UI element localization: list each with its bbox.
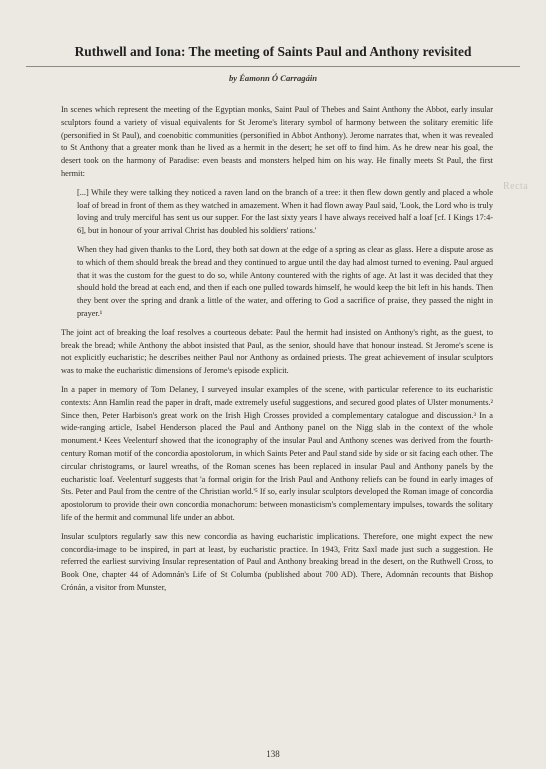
paragraph-saxl: Insular sculptors regularly saw this new concordia as having eucharistic implications. Therefore, one might expect the new concordia-image to be inspired, in part at least, by eucharistic practice. In 1943, Fritz Saxl made just such a suggestion. He referred the earliest surviving Insular representation of Paul and Anthony breaking bread in the desert, on the Ruthwell Cross, to Book One, chapter 44 of Adomnán's Life of St Columba (published about 700 AD). There, Adomnán recounts that Bishop Crónán, a visitor from Munster, <box>61 531 493 592</box>
paragraph-intro: In scenes which represent the meeting of the Egyptian monks, Saint Paul of Thebes and Saint Anthony the Abbot, early insular sculptors found a variety of visual equivalents for St Jerome's literary symbol of harmony between the solitary eremitic life (personified in St Paul), and coenobitic communities (personified in Abbot Anthony). Jerome narrates that, when it was revealed to St Anthony that a greater monk than he lived as a hermit in the desert; he set off to find him. As he drew near his goal, the desert took on the harmony of Paradise: even beasts and monsters helped him on his way. He finally meets St Paul, the first hermit: <box>61 105 493 178</box>
paragraph-loaf: The joint act of breaking the loaf resolves a courteous debate: Paul the hermit had insisted on Anthony's right, as the guest, to break the bread; while Anthony the abbot insisted that Paul, as the senior, should have that honour instead. St Jerome's scene is not explicitly eucharistic; he describes neither Paul nor Anthony as ordained priests. The great achievement of insular sculptors was to make the eucharistic dimensions of Jerome's episode explicit. <box>61 327 493 376</box>
page-number: 138 <box>266 749 280 759</box>
quotation-paragraph-1: [...] While they were talking they noticed a raven land on the branch of a tree: it then flew down gently and placed a whole loaf of bread in front of them as they watched in amazement. When it had flown away Paul said, 'Look, the Lord who is truly loving and truly merciful has sent us our supper. For the last sixty years I have always received half a loaf [cf. I Kings 17:4-6], but in honour of your arrival Christ has doubled his soldiers' rations.' <box>77 187 493 236</box>
paragraph-survey: In a paper in memory of Tom Delaney, I surveyed insular examples of the scene, with particular reference to its eucharistic contexts: Ann Hamlin read the paper in draft, made extremely useful suggestions, and secured good plates of Ulster monuments.² Since then, Peter Harbison's great work on the Irish High Crosses provided a complementary catalogue and discussion.³ In a wide-ranging article, Isabel Henderson placed the Paul and Anthony panel on the Nigg slab in the context of the whole monument.⁴ Kees Veelenturf showed that the iconography of the insular Paul and Anthony scenes was derived from the fourth-century Roman motif of the concordia apostolorum, in which Saints Peter and Paul stand side by side or sit facing each other. The circular christograms, or laurel wreaths, of the Roman scenes has been replaced in insular Paul and Anthony panels by the eucharistic loaf. Veelenturf suggests that 'a formal origin for the Irish Paul and Anthony reliefs can be found in early images of Sts. Peter and Paul from the centre of the Christian world.'⁵ If so, early insular sculptors developed the Roman image of concordia apostolorum to provide their own concordia monachorum: between monasticism's complementary impulses, towards the solitary life of the hermit and communal life under an abbot. <box>61 384 493 522</box>
article-title: Ruthwell and Iona: The meeting of Saints Paul and Anthony revisited <box>74 44 472 59</box>
bleed-through-text: Recta <box>503 181 529 192</box>
block-quotation <box>77 187 493 321</box>
title-rule <box>26 66 520 67</box>
article-author: by Éamonn Ó Carragáin <box>228 73 318 83</box>
article-body <box>61 104 493 601</box>
quotation-paragraph-2: When they had given thanks to the Lord, they both sat down at the edge of a spring as clear as glass. Here a dispute arose as to which of them should break the bread and they continued to argue until the day had almost turned to evening. Paul argued that it was the custom for the guest to do so, while Antony countered with the rights of age. At last it was decided that they should hold the bread at each end, and then if each one pulled towards himself, he would keep the bit left in his hands. Then they bent over the spring and drank a little of the water, and offering to God a sacrifice of praise, they passed the night in prayer.¹ <box>77 244 493 318</box>
